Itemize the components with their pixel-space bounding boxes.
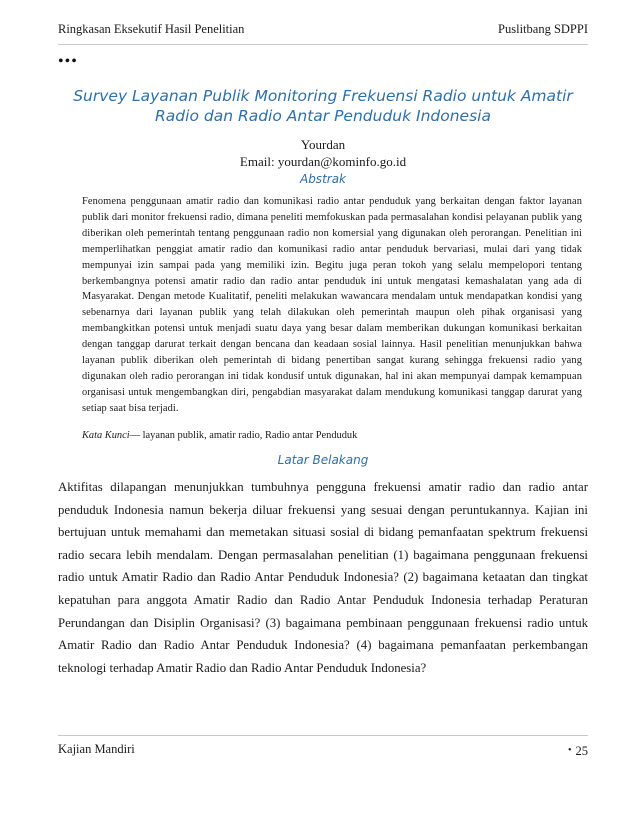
- keywords-line: [82, 428, 582, 443]
- page-number: 25: [575, 743, 588, 758]
- abstract-heading: Abstrak: [299, 172, 347, 186]
- header-left-text: Ringkasan Eksekutif Hasil Penelitian: [58, 22, 245, 36]
- section-heading: Latar Belakang: [277, 453, 369, 467]
- author-email: Email: yourdan@kominfo.go.id: [239, 154, 407, 169]
- paper-title: Survey Layanan Publik Monitoring Frekuensi Radio untuk Amatir Radio dan Radio Antar Penduduk Indonesia: [73, 87, 573, 125]
- author-block: [58, 136, 588, 170]
- section-body-text: Aktifitas dilapangan menunjukkan tumbuhnya pengguna frekuensi amatir radio dan radio antar penduduk Indonesia namun bekerja diluar frekuensi yang sesuai dengan peruntukannya. Kajian ini bertujuan untuk memahami dan memetakan situasi sosial di bidang pemanfaatan spektrum frekuensi radio secara lebih mendalam. Dengan permasalahan penelitian (1) bagaimana penggunaan frekuensi radio untuk Amatir Radio dan Radio Antar Penduduk Indonesia? (2) bagaimana ketaatan dan tingkat kepatuhan para anggota Amatir Radio dan Radio Antar Penduduk Indonesia terhadap Peraturan Perundangan dan Disiplin Organisasi? (3) bagaimana pembinaan penggunaan frekuensi radio untuk Amatir Radio dan Radio Antar Penduduk Indonesia? (4) bagaimana pemanfaatan perkembangan teknologi terhadap Amatir Radio dan Radio Antar Penduduk Indonesia?: [58, 480, 588, 675]
- page-number-block: [568, 742, 588, 760]
- bullet-icon: •: [567, 745, 572, 756]
- author-name: Yourdan: [300, 137, 346, 152]
- header-right-text: Puslitbang SDPPI: [498, 22, 588, 36]
- keywords-text: layanan publik, amatir radio, Radio antar Penduduk: [142, 430, 358, 441]
- abstract-text: Fenomena penggunaan amatir radio dan komunikasi radio antar penduduk yang berkaitan dengan faktor layanan publik dari monitor frekuensi radio, dimana peneliti memfokuskan pada permasalahan kondisi pelayanan publik yang diberikan oleh pemerintah tentang penggunaan radio non komersial yang digunakan oleh perorangan. Penelitian ini memperlihatkan penggiat amatir radio dan komunikasi radio antar penduduk bervariasi, mulai dari yang tidak mempunyai izin sampai pada yang memiliki izin. Begitu juga peran tokoh yang selalu mempelopori tentang berkembangnya potensi amatir radio dan radio antar penduduk ini untuk mengatasi kemashalatan yang ada di Masyarakat. Dengan metode Kualitatif, peneliti melakukan wawancara mendalam untuk mendapatkan kondisi yang sebenarnya dari layanan publik yang telah dilakukan oleh pemerintah maupun oleh pihak organisasi yang membangkitkan potensi untuk menjadi suatu daya yang besar dalam memberikan dukungan komunikasi berkaitan dengan tanggap darurat terkait dengan bencana dan keadaan sosial lainnya. Hasil penelitian menunjukkan bahwa layanan publik diberikan oleh pemerintah di bidang penertiban sangat kurang sehingga frekuensi radio yang digunakan oleh radio perorangan ini tidak kondusif untuk digunakan, hal ini akan mempunyai dampak kemampuan organisasi untuk mengembangkan diri, pengabdian masyarakat dalam mendukung komunikasi tanggap darurat yang setiap saat bisa terjadi.: [82, 196, 583, 414]
- footer-divider: [58, 735, 588, 736]
- running-header: [58, 22, 588, 40]
- header-dots-ornament: •••: [58, 53, 78, 70]
- header-divider: [58, 44, 588, 45]
- running-footer: [58, 742, 588, 760]
- keywords-separator: —: [129, 430, 141, 441]
- keywords-label: Kata Kunci: [82, 430, 130, 441]
- footer-left-text: Kajian Mandiri: [58, 742, 135, 756]
